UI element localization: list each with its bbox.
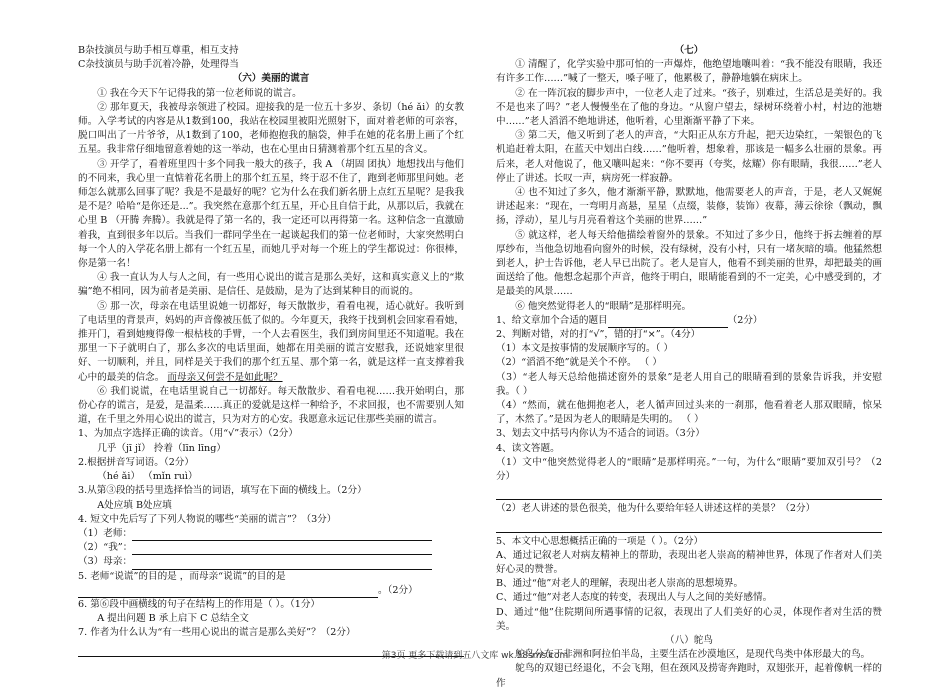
question-3-items: A处应填 B处应填: [97, 499, 172, 511]
ostrich-paragraph-1: 鸵鸟分布于非洲和阿拉伯半岛，主要生活在沙漠地区，是现代鸟类中体形最大的鸟。: [515, 649, 871, 661]
question-3: 3.从第③段的括号里选择恰当的词语，填写在下面的横线上。（2分）: [78, 485, 367, 497]
question-6-options: A 提出问题 B 承上启下 C 总结全文: [97, 613, 249, 625]
answer-line[interactable]: [608, 316, 728, 328]
left-column: [78, 44, 464, 659]
section-title-7: （七）: [674, 45, 704, 56]
question-r2-2: （2）“滔滔不绝”就是关个不停。 （ ）: [496, 357, 662, 369]
question-r4-1: （1）文中“他突然觉得老人的“眼睛”是那样明亮。”一句，为什么“眼睛”要加双引号？（2分）: [496, 456, 882, 483]
passage-paragraph-3: ③ 开学了，看着班里四十多个同我一般大的孩子，我 A （胡固 团执）地想找出与他们的不同来，我心里一直惦着花名册上的那个红五星，终于忍不住了，跑到老师那里问她。老师怎么就那么回事了呢？我是不是最好的呢？它为什么在我们新名册上点红五星呢？是我我是不是？哈哈“是你还是...”。我突然在意那个红五星，开心且自信于此，从那以后，我就在心里 B （开腾 奔腾）。我就是得了第一名的，我一定还可以再得第一名。这种信念一直激励着我，直到很多年以后。当我们一群同学坐在一起谈起我们的第一位老师时，大家突然明白每一个人的入学花名册上都有一个红五星，而她几乎对每一个班上的学生都说过：你很棒，你是第一名！: [78, 158, 464, 270]
answer-line[interactable]: [132, 543, 432, 555]
story-paragraph-4: ④ 也不知过了多久，他才渐渐平静，默默地，他需要老人的声音，于是，老人又娓娓讲述起来：“现在，一弯明月高悬，星星（点缀，装修，装饰）夜幕，薄云徐徐（飘动，飘扬，浮动），星儿与月亮看着这个美丽的世界……”: [496, 187, 882, 227]
passage-paragraph-4: ④ 我一直认为人与人之间，有一些用心说出的谎言是那么美好，这和真实意义上的“欺骗”绝不相同，因为前者是美丽、是信任、是鼓励，是为了达到某种目的而说的。: [78, 272, 464, 298]
answer-line[interactable]: [78, 586, 378, 598]
question-r4-2: （2）老人讲述的景色很美，他为什么要给年轻人讲述这样的美景？（2分）: [496, 503, 816, 515]
question-5: 5. 老师“说谎”的目的是 ，而母亲“说谎”的目的是: [78, 570, 286, 582]
story-paragraph-3: ③ 第二天，他又听到了老人的声音，“大阳正从东方升起，把天边染红，一架银色的飞机追赶着太阳，在蓝天中划出白线……”他听着，想象着，那该是一幅多么壮丽的景象。再后来，老人对他说了，他又嚷叫起来：“你不要再（夸奖，炫耀）你有眼睛，我很……”老人停止了讲述。长叹一声，病房死一样寂静。: [496, 130, 882, 184]
question-4-b: [78, 541, 464, 555]
underlined-sentence: 而母亲又何尝不是如此呢？: [167, 371, 283, 383]
answer-line[interactable]: [132, 529, 432, 541]
story-paragraph-2: ② 在一阵沉寂的脚步声中，一位老人走了过来。“孩子，别难过，生活总是美好的。我不是也来了吗？”老人慢慢坐在了他的身边。“从窗户望去，绿树环绕着小村，村边的池塘中……”老人滔滔不绝地讲述，他听着，心里渐渐平静了下来。: [496, 87, 882, 128]
story-paragraph-1: ① 清醒了，化学实验中那可怕的一声爆炸，他绝望地嚷叫着：“我不能没有眼睛，我还有许多工作……”喊了一整天，嗓子哑了，他累极了，静静地躺在病床上。: [496, 59, 882, 85]
option-b: B、通过“他”对老人的理解，表现出老人崇高的思想境界。: [496, 578, 744, 590]
question-r3: 3、划去文中括号内你认为不适合的词语。（3分）: [496, 428, 705, 440]
section-title-6: （六）美丽的谎言: [232, 73, 310, 85]
q5-end-text: 。（2分）: [378, 584, 418, 596]
q4-c-label: （3）母亲：: [78, 556, 133, 568]
question-r1: [496, 314, 882, 328]
question-4-c: [78, 555, 464, 569]
question-r2: 2、判断对错，对的打“√”，错的打“×”。（4分）: [496, 329, 701, 341]
question-r2-1: （1）本文是按事情的发展顺序写的。（ ）: [496, 343, 674, 355]
passage-paragraph-2: ② 那年夏天，我被母亲领进了校园。迎接我的是一位五十多岁、条切（hé ǎi）的女教师。入学考试的内容是从1数到100，我站在校园里被阳光照射下，面对着老师的可亲容，脱口叫出了一片爷爷，从1数到了100，老师抱抱我的脑袋，伸手在她的花名册上画了个红五星。我非常仔细地留意着她的这一举动，也在心里由日猜测着那个红五星的含义。: [78, 101, 464, 156]
question-2-items: （hé ǎi） （mǐn ruì）: [97, 471, 198, 483]
q4-b-label: （2）“我”：: [78, 542, 133, 554]
question-1: 1、为加点字选择正确的读音。（用“√”表示）（2分）: [78, 428, 298, 440]
q4-a-label: （1）老师：: [78, 527, 133, 539]
paragraph-5-text: ⑤ 那一次，母亲在电话里说她一切都好，每天散散步，看看电视，适心就好。我听到了电话里的背景声，妈妈的声音像被压低了似的。今年夏天，我终于找到机会回家看看她，推开门，看到她瘦得像一根枯枝的手臂，一个人去看医生，我们到房间里还不知道呢。我在那里一下子就明白了，那么多次的电话里面，她都在用美丽的谎言安慰我，还说她家里很好、一切顺利，并且，同样是关于我们的那个红五星、那个第一名，就是这样一直支撑着我心中的最美的信念。: [78, 300, 464, 383]
q-r1-label: 1、给文章加个合适的题目: [496, 314, 608, 326]
answer-line[interactable]: [132, 558, 432, 570]
question-7: 7. 作者为什么认为“有一些用心说出的谎言是那么美好”？（2分）: [78, 627, 356, 639]
option-d: D、通过“他”住院期间所遇事情的记叙，表现出了人们美好的心灵，体现作者对生活的赞美。: [496, 606, 882, 632]
question-4-a: [78, 527, 464, 541]
section-title-8: （八）鸵鸟: [665, 634, 713, 646]
answer-line[interactable]: [496, 486, 882, 500]
question-2: 2.根据拼音写词语。（2分）: [78, 456, 194, 468]
answer-line[interactable]: [496, 519, 882, 533]
page-footer: 第3页 更多下载请到五八文库 wk.58sms.com: [381, 651, 569, 661]
question-r5: 5、本文中心思想概括正确的一项是（ ）。（2分）: [496, 535, 704, 547]
option-c: C、通过“他”对老人态度的转变，表现出人与人之间的美好感情。: [496, 592, 773, 604]
right-column: [496, 44, 882, 691]
option-a: A、通过记叙老人对病友精神上的帮助，表现出老人崇高的精神世界，体现了作者对人们美好心灵的赞誉。: [496, 549, 882, 575]
question-4: 4. 短文中先后写了下列人物说的哪些“美丽的谎言”？（3分）: [78, 513, 337, 525]
story-paragraph-5: ⑤ 就这样，老人每天给他描绘着窗外的景象。不知过了多少日，他终于拆去缠着的厚厚纱布，当他急切地看向窗外的时候，没有绿树，没有小村，只有一堵灰暗的墙。他猛然想到老人，护士告诉他，老人早已出院了。老人是盲人，他看不到美丽的世界，却把最美的画面送给了他。他想念起那个声音，他终于明白，眼睛能看到的不一定美，心中感受到的，才是最美的风景……: [496, 229, 882, 298]
story-paragraph-6: ⑥ 他突然觉得老人的“眼睛”是那样明亮。: [515, 300, 692, 312]
passage-paragraph-5: [78, 300, 464, 385]
passage-paragraph-1: ① 我在今天下午记得我的第一位老师说的谎言。: [97, 87, 302, 99]
q-r1-points: （2分）: [727, 314, 763, 326]
question-1-items: 几乎（jī jǐ） 拎着（līn līng）: [97, 442, 226, 454]
option-b: B杂技演员与助手相互尊重，相互支持: [78, 45, 239, 56]
ostrich-paragraph-2: 鸵鸟的双翅已经退化，不会飞翔，但在颈风及捞寄奔跑时，双翅张开，起着像帆一样的作: [496, 663, 882, 689]
question-6: 6. 第⑥段中画横线的句子在结构上的作用是（ ）。（1分）: [78, 598, 321, 610]
question-r2-4: （4）“然而，就在他拥抱老人，老人循声回过头来的一刹那，他看着老人那双眼睛，惊呆了，木然了。”是因为老人的眼睛是失明的。 （ ）: [496, 400, 882, 426]
passage-paragraph-6: ⑥ 我们说谎，在电话里说自己一切都好。每天散散步、看看电视……我开始明白，那份心存的谎言，是爱，是温柔……真正的爱就是这样一种给予，不求回报，也不需要别人知道，在千里之外用心说出的谎言，只为对方的心安。我愿意永远记住那些美丽的谎言。: [78, 385, 464, 426]
question-r2-3: （3）“老人每天总给他描述窗外的景象”是老人用自己的眼睛看到的景象告诉我，并安慰我。（ ）: [496, 371, 882, 397]
question-r4: 4、读文答题。: [496, 442, 560, 454]
option-c: C杂技演员与助手沉着冷静，处理得当: [78, 59, 239, 71]
question-5-end: [78, 584, 464, 598]
